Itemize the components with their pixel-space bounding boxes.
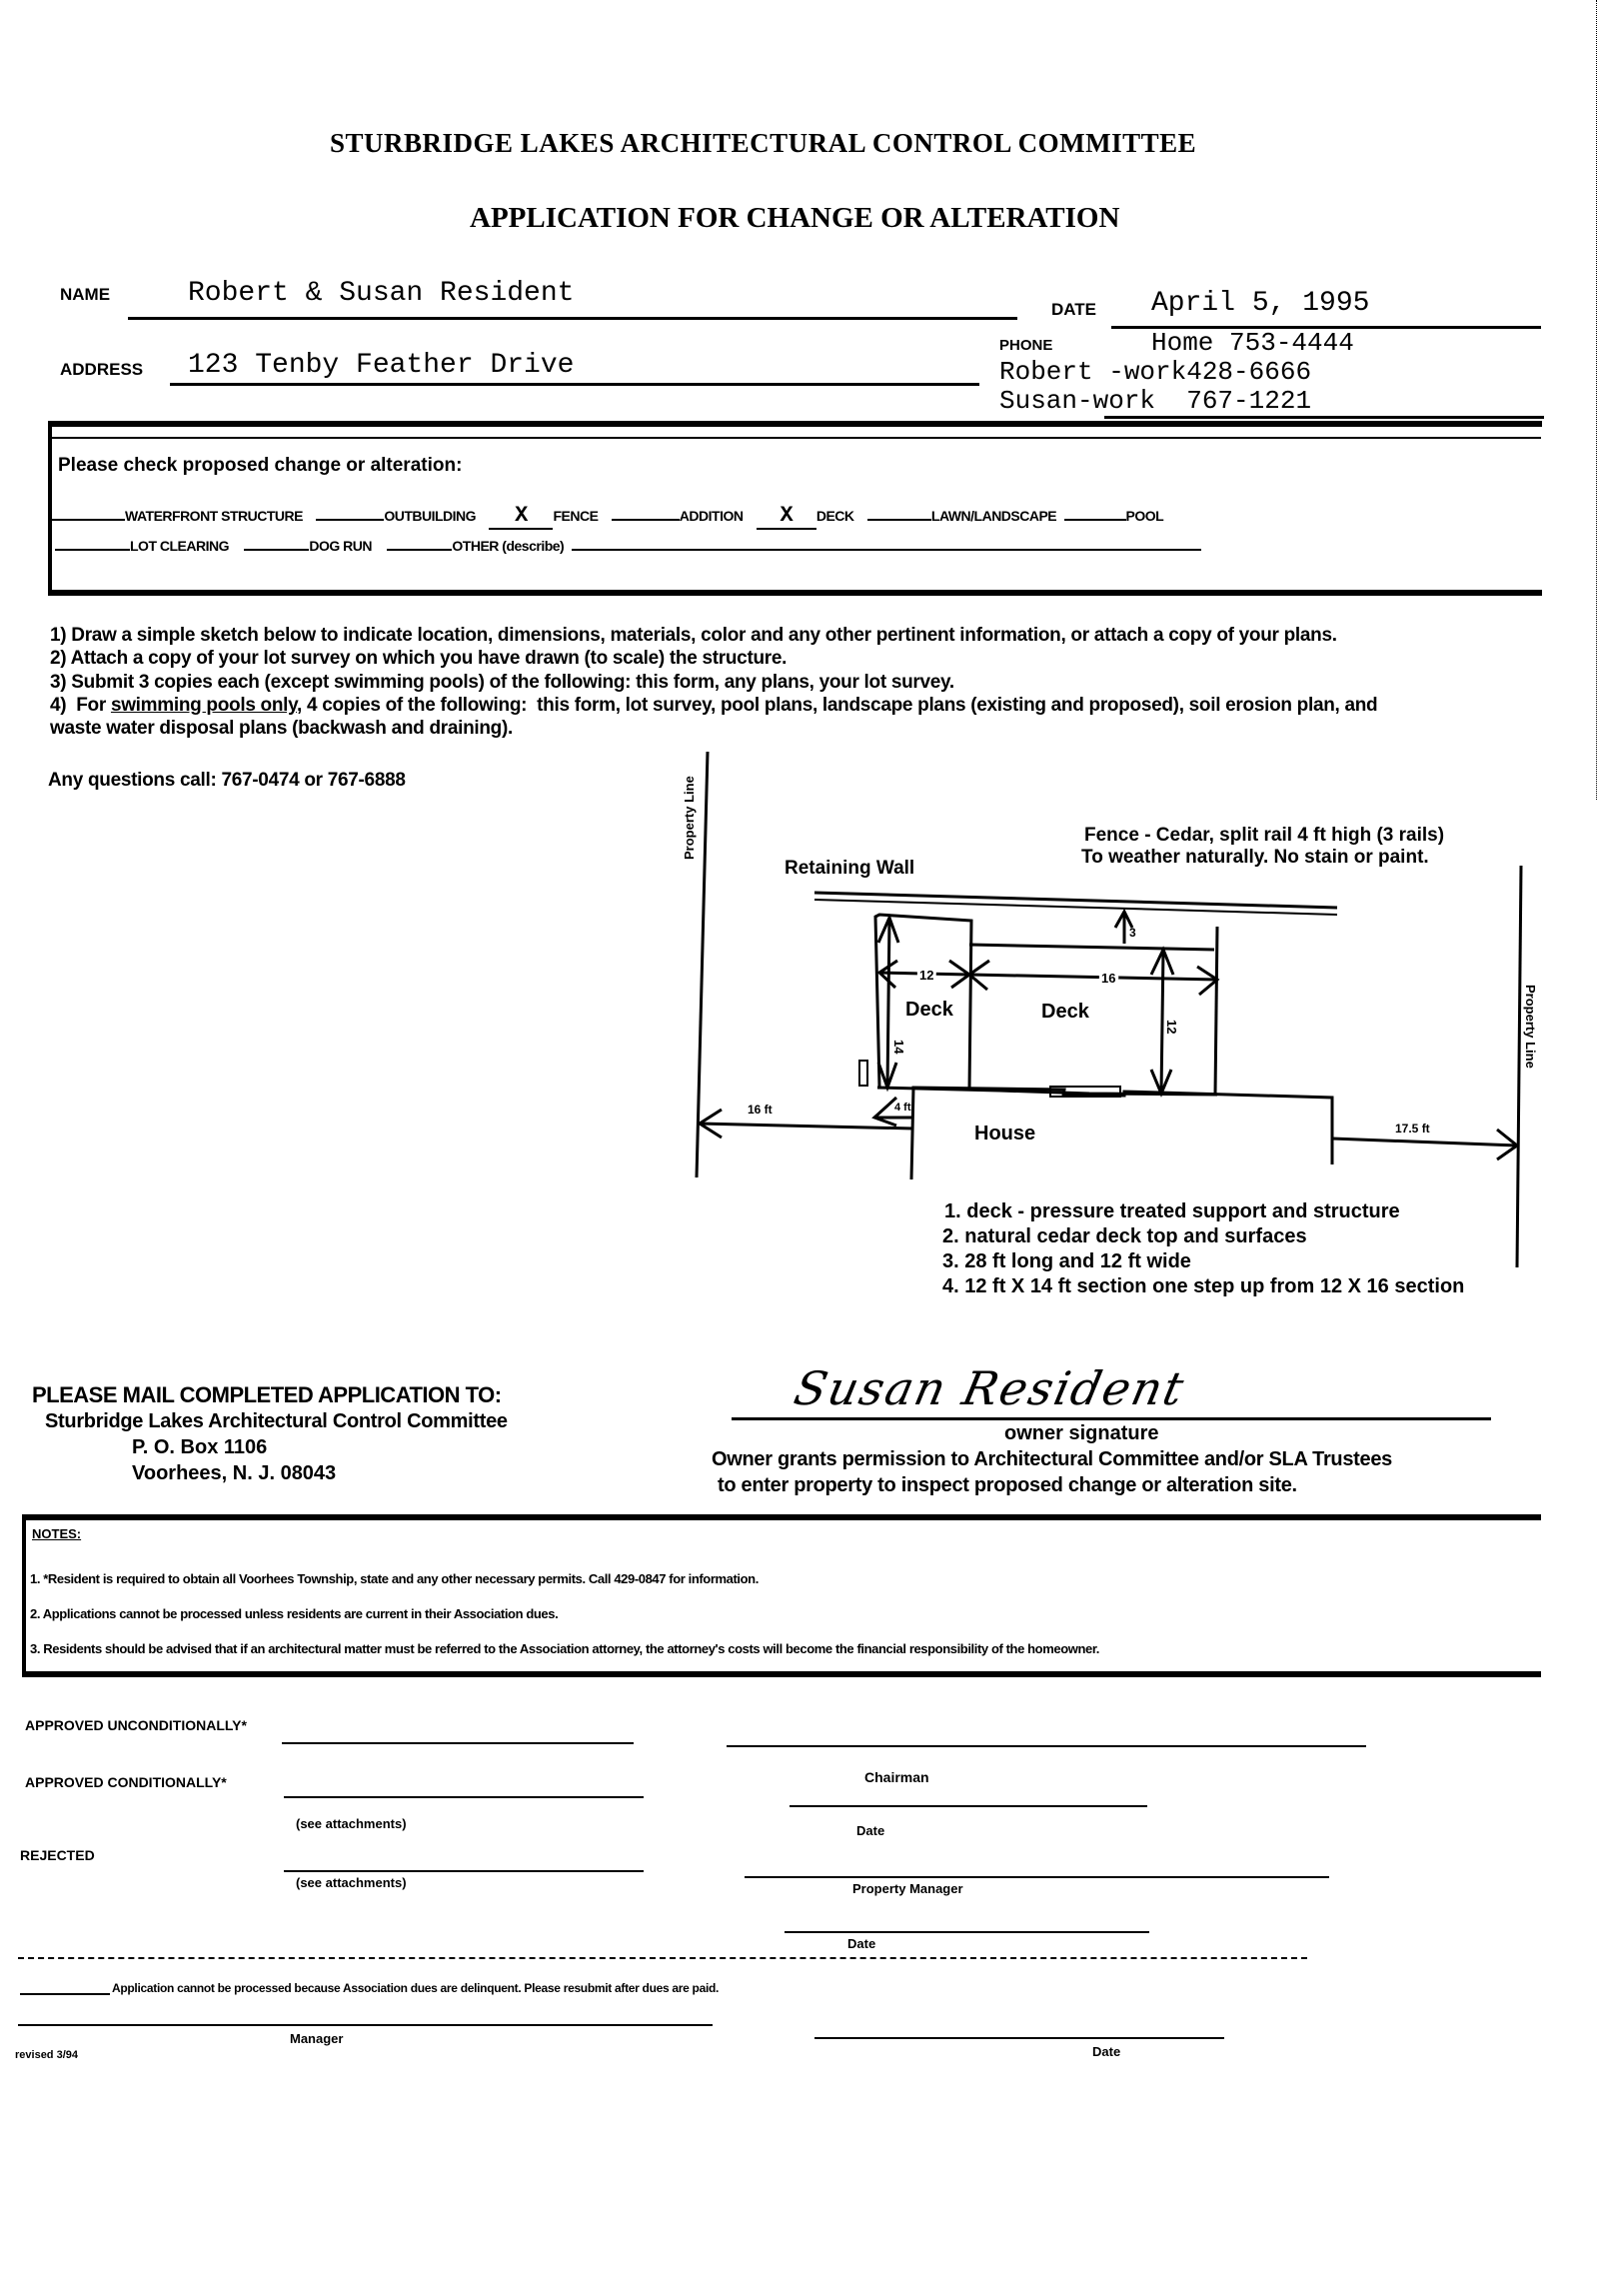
instruction-4-emphasis: swimming pools only,	[110, 695, 302, 716]
label-other: OTHER (describe)	[452, 538, 565, 554]
label-lot-clearing: LOT CLEARING	[130, 538, 229, 554]
retaining-wall-label: Retaining Wall	[785, 858, 915, 879]
dashed-divider	[18, 1957, 1307, 1959]
fence-note-2: To weather naturally. No stain or paint.	[1081, 847, 1429, 868]
house-label: House	[974, 1123, 1036, 1145]
label-pool: POOL	[1125, 508, 1164, 524]
instruction-4-cont: waste water disposal plans (backwash and draining).	[50, 718, 513, 739]
label-waterfront: WATERFRONT STRUCTURE	[125, 508, 303, 524]
dim-12v-label: 12	[1164, 1020, 1179, 1035]
phone-susan[interactable]: Susan-work 767-1221	[999, 386, 1312, 416]
deck-right-side	[1215, 927, 1217, 1095]
questions-phone: Any questions call: 767-0474 or 767-6888	[48, 770, 406, 791]
property-line-right-label: Property Line	[1523, 985, 1538, 1069]
checkbox-deck[interactable]: X	[757, 503, 816, 530]
instruction-3: 3) Submit 3 copies each (except swimming pools) of the following: this form, any plans, your lot survey.	[50, 672, 954, 693]
date-label-2: Date	[847, 1936, 876, 1951]
name-field[interactable]: Robert & Susan Resident	[188, 278, 575, 309]
address-label: ADDRESS	[60, 360, 144, 379]
chairman-signature-line[interactable]	[727, 1745, 1366, 1747]
chairman-label: Chairman	[864, 1769, 929, 1785]
checkbox-fence[interactable]: X	[489, 503, 553, 530]
delinquent-note: Application cannot be processed because Association dues are delinquent. Please resubmit after dues are paid.	[112, 1981, 720, 1995]
sketch-note-1: 1. deck - pressure treated support and structure	[944, 1200, 1400, 1222]
mail-line-3: Voorhees, N. J. 08043	[132, 1462, 337, 1484]
signature-text[interactable]: Susan Resident	[790, 1361, 1190, 1415]
see-attachments-2: (see attachments)	[296, 1875, 407, 1890]
retaining-wall-line-2	[814, 900, 1337, 915]
checklist-prompt: Please check proposed change or alteration:	[58, 455, 463, 476]
property-line-left-label: Property Line	[682, 776, 697, 860]
dim-17-5ft-label: 17.5 ft	[1395, 1122, 1430, 1136]
property-line-left	[697, 752, 708, 1177]
delinquent-check-line[interactable]	[20, 1993, 110, 1995]
see-attachments-1: (see attachments)	[296, 1816, 407, 1831]
address-field[interactable]: 123 Tenby Feather Drive	[188, 350, 575, 381]
instruction-4-prefix: 4) For	[50, 695, 111, 716]
date-label: DATE	[1051, 300, 1097, 319]
label-outbuilding: OUTBUILDING	[384, 508, 477, 524]
label-fence: FENCE	[553, 508, 599, 524]
approved-conditionally-line[interactable]	[284, 1796, 644, 1798]
deck-left-label: Deck	[905, 999, 953, 1021]
dim-3-label: 3	[1129, 926, 1136, 940]
dim-17-5ft-line	[1332, 1139, 1517, 1146]
notes-top-border	[22, 1514, 1541, 1520]
notes-left-border	[22, 1514, 26, 1674]
organization-title: STURBRIDGE LAKES ARCHITECTURAL CONTROL COMMITTEE	[330, 128, 1197, 158]
rejected-label: REJECTED	[20, 1847, 95, 1863]
deck-right-top	[969, 945, 1214, 950]
permission-2: to enter property to inspect proposed change or alteration site.	[718, 1474, 1297, 1496]
sketch-note-3: 3. 28 ft long and 12 ft wide	[942, 1250, 1191, 1272]
dim-12v-line	[1161, 950, 1163, 1094]
dim-14-label: 14	[891, 1040, 906, 1055]
property-manager-line[interactable]	[745, 1876, 1329, 1878]
property-manager-label: Property Manager	[852, 1881, 963, 1896]
date-label-3: Date	[1092, 2044, 1121, 2059]
mail-line-2: P. O. Box 1106	[132, 1436, 268, 1458]
rejected-line[interactable]	[284, 1870, 644, 1872]
dim-4ft-arrow	[874, 1098, 896, 1126]
label-addition: ADDITION	[679, 508, 744, 524]
notes-bottom-border	[22, 1671, 1541, 1677]
mail-heading: PLEASE MAIL COMPLETED APPLICATION TO:	[32, 1382, 502, 1407]
approved-unconditionally-label: APPROVED UNCONDITIONALLY*	[25, 1717, 247, 1733]
note-1: 1. *Resident is required to obtain all Voorhees Township, state and any other necessary permits. Call 429-0847 for information.	[30, 1571, 759, 1586]
sketch-note-4: 4. 12 ft X 14 ft section one step up from 12 X 16 section	[942, 1275, 1465, 1297]
manager-line[interactable]	[18, 2024, 713, 2026]
dim-16ft-line	[700, 1124, 913, 1129]
chairman-date-line[interactable]	[790, 1805, 1147, 1807]
retaining-wall-line-1	[814, 893, 1337, 908]
signature-line	[732, 1417, 1491, 1420]
instruction-4-suffix: 4 copies of the following: this form, lot survey, pool plans, landscape plans (existing and proposed), soil erosion plan, and	[302, 695, 1378, 716]
label-deck: DECK	[815, 508, 854, 524]
notes-heading: NOTES:	[32, 1526, 82, 1541]
scan-edge	[1596, 0, 1598, 800]
dim-16-line	[969, 975, 1217, 980]
note-3: 3. Residents should be advised that if an architectural matter must be referred to the Association attorney, the attorney's costs will become the financial responsibility of the homeowner.	[30, 1641, 1099, 1656]
deck-right-label: Deck	[1041, 1001, 1089, 1023]
date-field[interactable]: April 5, 1995	[1151, 288, 1370, 319]
property-manager-date-line[interactable]	[785, 1931, 1149, 1933]
step-rect	[859, 1061, 867, 1086]
revised-label: revised 3/94	[15, 2049, 78, 2061]
manager-date-line[interactable]	[814, 2037, 1224, 2039]
form-title: APPLICATION FOR CHANGE OR ALTERATION	[470, 202, 1120, 234]
label-dog-run: DOG RUN	[309, 538, 373, 554]
manager-label: Manager	[290, 2031, 344, 2046]
name-label: NAME	[60, 285, 111, 304]
approved-conditionally-label: APPROVED CONDITIONALLY*	[25, 1774, 227, 1790]
dim-16-label: 16	[1101, 971, 1116, 986]
phone-home[interactable]: Home 753-4444	[1151, 328, 1354, 358]
sketch-note-2: 2. natural cedar deck top and surfaces	[942, 1225, 1307, 1247]
instruction-1: 1) Draw a simple sketch below to indicate location, dimensions, materials, color and any other pertinent information, or attach a copy of your plans.	[50, 625, 1337, 646]
phone-label: PHONE	[999, 337, 1053, 354]
dim-4ft-label: 4 ft	[894, 1102, 911, 1114]
dim-12-label: 12	[919, 968, 934, 983]
permission-1: Owner grants permission to Architectural Committee and/or SLA Trustees	[712, 1448, 1393, 1470]
instruction-2: 2) Attach a copy of your lot survey on which you have drawn (to scale) the structure.	[50, 648, 788, 669]
date-label-1: Date	[856, 1823, 885, 1838]
approved-unconditionally-line[interactable]	[282, 1742, 634, 1744]
dim-14-line	[887, 918, 889, 1088]
label-lawn: LAWN/LANDSCAPE	[930, 508, 1057, 524]
mail-line-1: Sturbridge Lakes Architectural Control Committee	[45, 1410, 508, 1432]
phone-robert[interactable]: Robert -work428-6666	[999, 357, 1312, 387]
signature-label: owner signature	[1004, 1422, 1159, 1444]
property-line-right	[1517, 866, 1521, 1267]
fence-note-1: Fence - Cedar, split rail 4 ft high (3 rails)	[1084, 825, 1445, 846]
dim-16ft-label: 16 ft	[748, 1103, 773, 1117]
note-2: 2. Applications cannot be processed unless residents are current in their Association dues.	[30, 1606, 559, 1621]
